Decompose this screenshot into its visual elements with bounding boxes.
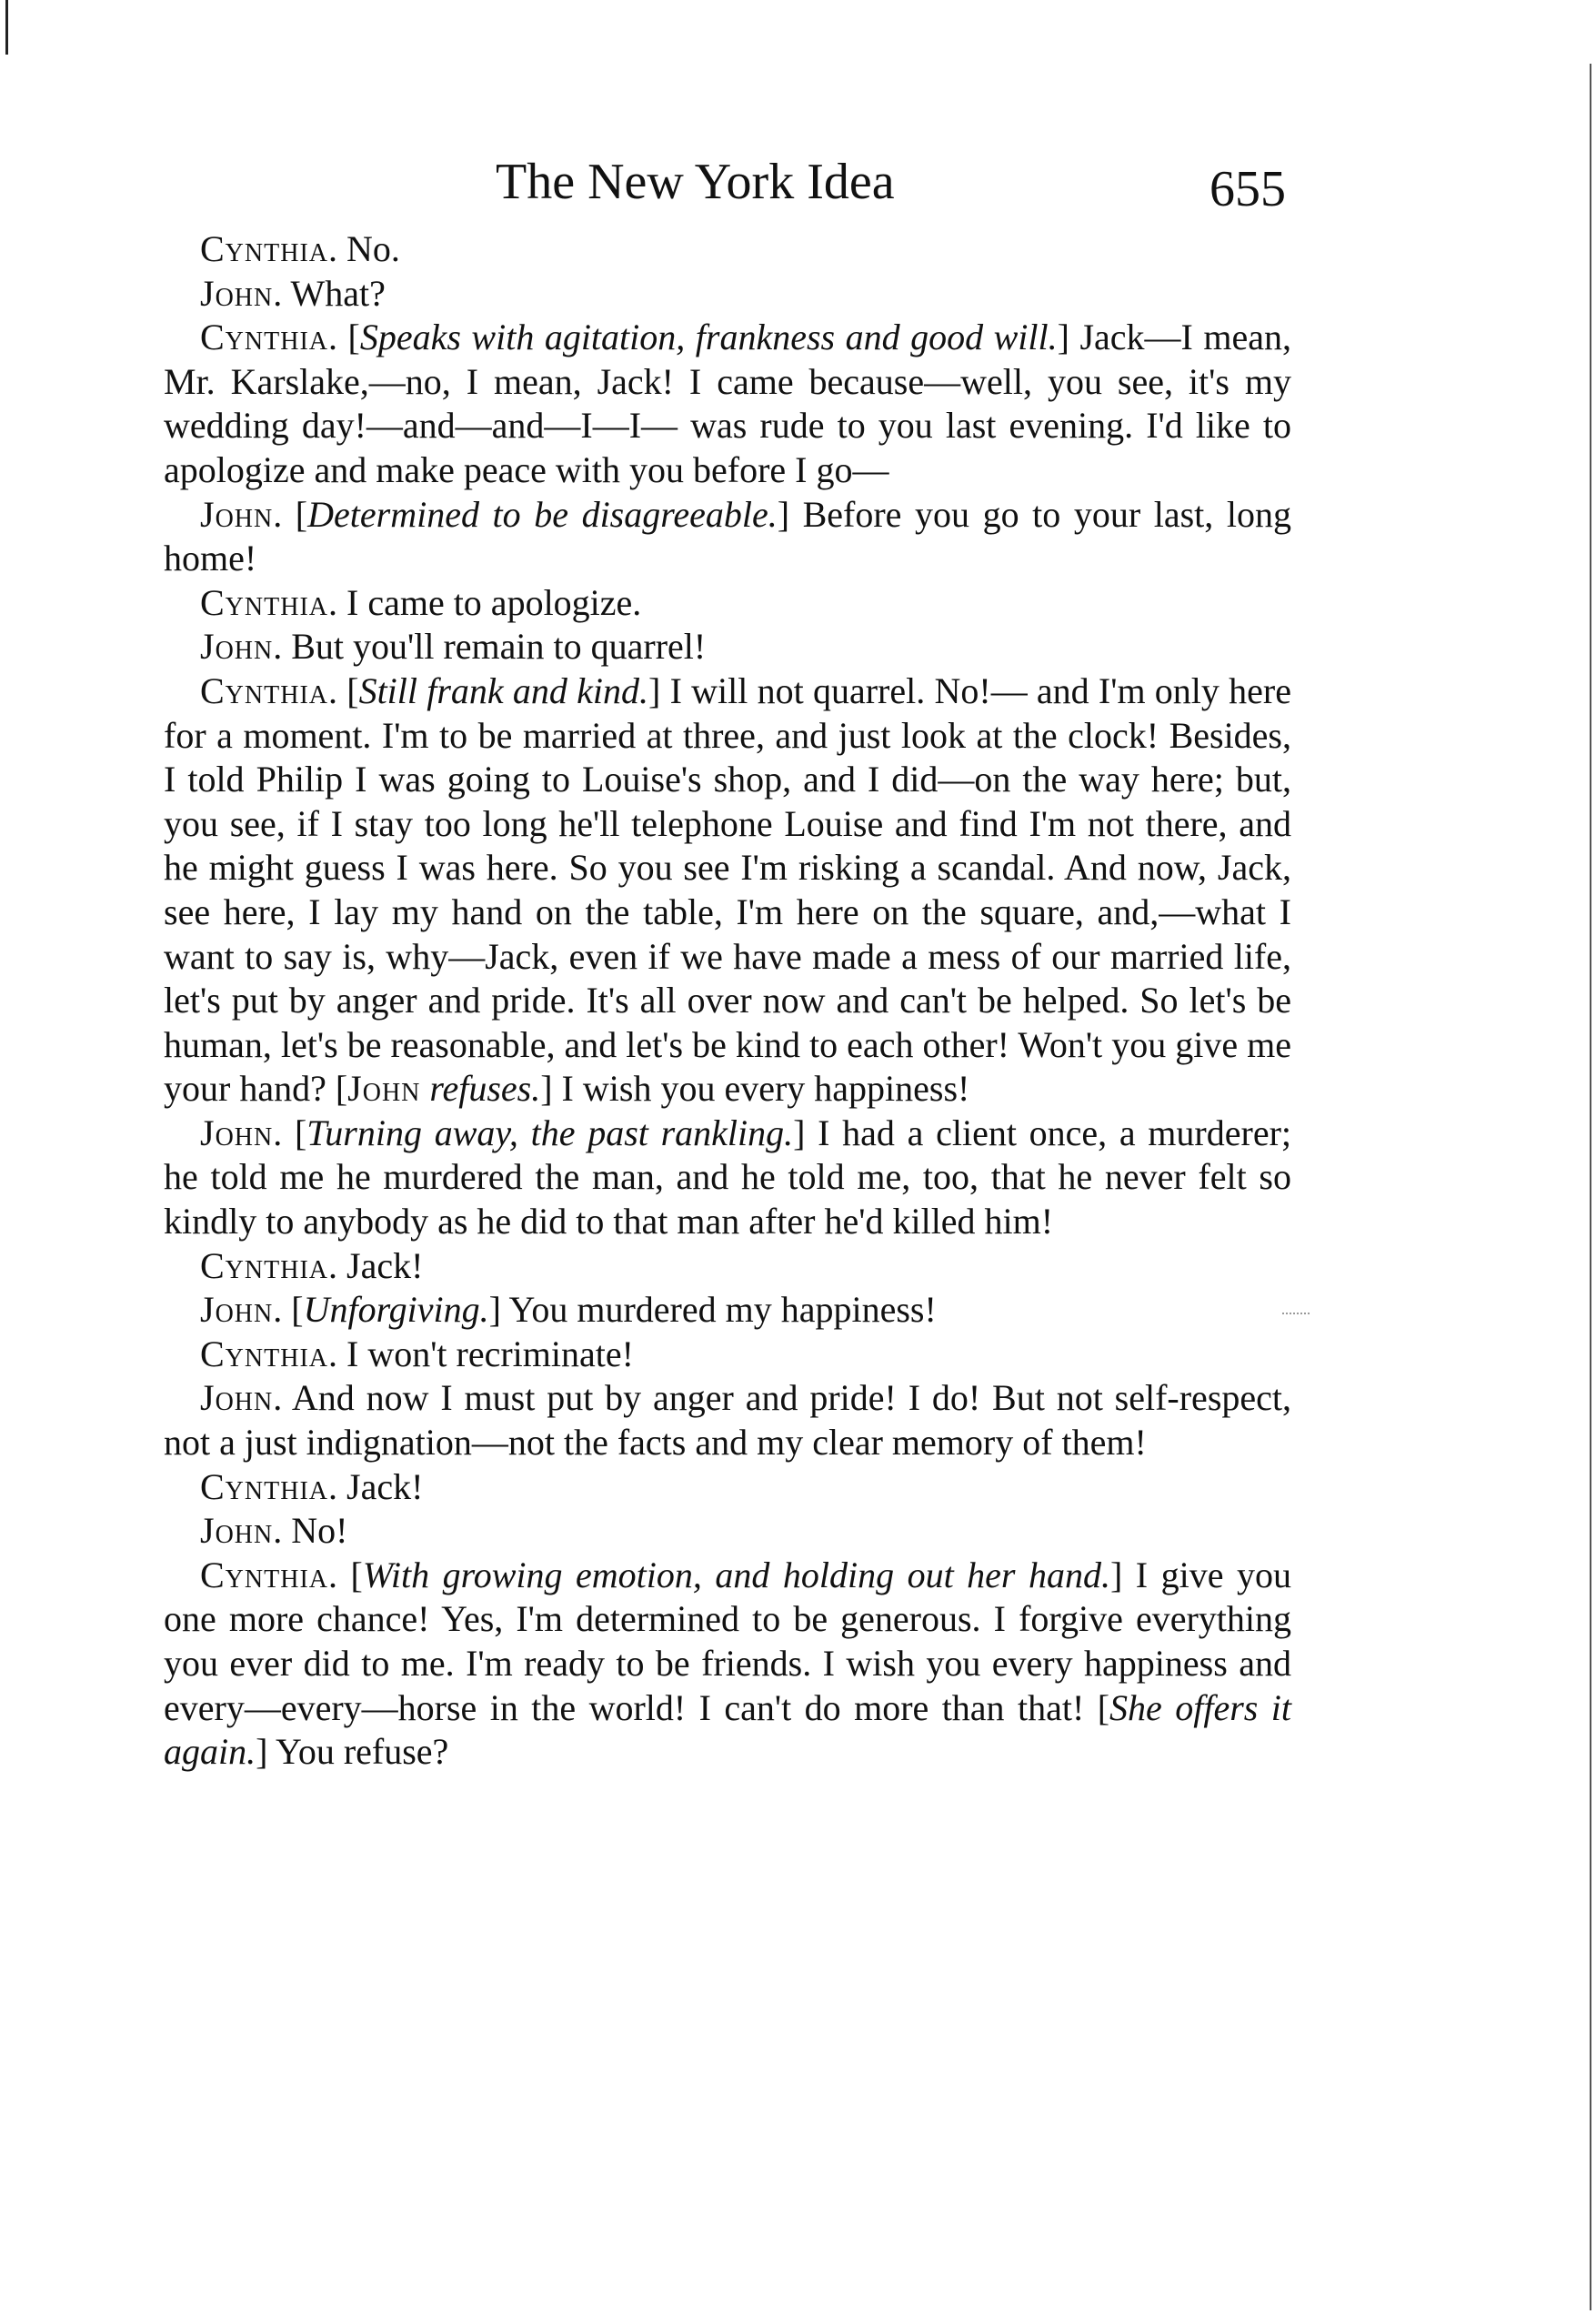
speaker-name: John <box>347 1068 421 1110</box>
running-title: The New York Idea <box>496 154 895 210</box>
dialogue-text: . [ <box>273 1289 304 1331</box>
dialogue-text: . No! <box>273 1510 348 1552</box>
dialogue-text: . Jack! <box>328 1244 424 1286</box>
speaker-name: John <box>200 1510 274 1552</box>
speaker-name: Cynthia <box>200 1333 328 1374</box>
dialogue-text: ] Jack—I mean, Mr. Karslake,—no, I mean, Jack! I came because—well, you see, it's my wedding day!—and—and—I—I— was rude to you last evening. I'd like to apologize and make peace with you before I go— <box>164 317 1291 490</box>
dialogue-text: . What? <box>273 272 386 314</box>
speaker-name: Cynthia <box>200 669 328 711</box>
dialogue-line <box>164 1112 1291 1244</box>
stage-direction: With growing emotion, and holding out her hand. <box>362 1554 1110 1595</box>
dialogue-text: . [ <box>328 1554 363 1595</box>
stage-direction: refuses. <box>420 1068 541 1110</box>
dialogue-text: . And now I must put by anger and pride! I do! But not self-respect, not a just indignation—not the facts and my clear memory of them! <box>164 1377 1291 1464</box>
stage-direction: Unforgiving. <box>303 1289 489 1331</box>
dialogue-text: . No. <box>328 228 400 269</box>
speaker-name: John <box>200 1289 274 1331</box>
speaker-name: John <box>200 1112 274 1153</box>
dialogue-line <box>164 227 1291 272</box>
dialogue-line <box>164 316 1291 492</box>
dialogue-line <box>164 493 1291 581</box>
dialogue-line <box>164 1244 1291 1289</box>
dialogue-text: ] Before you go to your last, long home! <box>164 493 1291 579</box>
dialogue-text: . I won't recriminate! <box>328 1333 634 1374</box>
speaker-name: Cynthia <box>200 1465 328 1507</box>
dialogue-text: ] I give you one more chance! Yes, I'm determined to be generous. I forgive everything you ever did to me. I'm ready to be friends. I wish you every happiness and every—every—horse in the world! I can't do more than that! [ <box>164 1554 1291 1728</box>
speaker-name: John <box>200 272 274 314</box>
stage-direction: Turning away, the past rankling. <box>306 1112 794 1153</box>
stage-direction: Determined to be disagreeable. <box>307 493 778 535</box>
dialogue-line <box>164 581 1291 626</box>
play-text <box>164 227 1291 1775</box>
speaker-name: Cynthia <box>200 317 328 358</box>
margin-mark <box>1282 1313 1310 1314</box>
dialogue-text: ] I had a client once, a murderer; he told me he murdered the man, and he told me, too, that he never felt so kindly to anybody as he did to that man after he'd killed him! <box>164 1112 1291 1243</box>
speaker-name: John <box>200 626 274 668</box>
dialogue-line <box>164 1333 1291 1377</box>
dialogue-text: ] You murdered my happiness! <box>488 1289 937 1331</box>
dialogue-text: . [ <box>328 317 360 358</box>
speaker-name: Cynthia <box>200 1554 328 1595</box>
page-header <box>0 146 1596 218</box>
right-margin-rule <box>1590 64 1591 2310</box>
dialogue-line <box>164 1509 1291 1554</box>
dialogue-text: . Jack! <box>328 1465 424 1507</box>
speaker-name: Cynthia <box>200 228 328 269</box>
dialogue-line <box>164 669 1291 1112</box>
dialogue-text: ] You refuse? <box>256 1731 449 1773</box>
dialogue-line <box>164 1376 1291 1464</box>
left-margin-rule <box>5 0 8 55</box>
page-number: 655 <box>1210 161 1286 217</box>
dialogue-text: ] I will not quarrel. No!— and I'm only here for a moment. I'm to be married at three, and just look at the clock! Besides, I told Philip I was going to Louise's shop, and I did—on the way here; but, you see, if I stay too long he'll telephone Louise and find I'm not there, and he might guess I was here. So you see I'm risking a scandal. And now, Jack, see here, I lay my hand on the table, I'm here on the square, and,—what I want to say is, why—Jack, even if we have made a mess of our married life, let's put by anger and pride. It's all over now and can't be helped. So let's be human, let's be reasonable, and let's be kind to each other! Won't you give me your hand? [ <box>164 669 1291 1110</box>
dialogue-text: . [ <box>273 493 308 535</box>
dialogue-line <box>164 272 1291 317</box>
stage-direction: She offers it again. <box>164 1686 1291 1773</box>
dialogue-line <box>164 1288 1291 1333</box>
speaker-name: John <box>200 493 274 535</box>
stage-direction: Still frank and kind. <box>358 669 649 711</box>
stage-direction: Speaks with agitation, frankness and good will. <box>359 317 1058 358</box>
dialogue-line <box>164 1465 1291 1510</box>
dialogue-line <box>164 1554 1291 1775</box>
dialogue-text: ] I wish you every happiness! <box>540 1068 970 1110</box>
speaker-name: John <box>200 1377 274 1419</box>
dialogue-text: . [ <box>328 669 359 711</box>
dialogue-text: . [ <box>273 1112 307 1153</box>
speaker-name: Cynthia <box>200 581 328 623</box>
dialogue-text: . But you'll remain to quarrel! <box>273 626 707 668</box>
speaker-name: Cynthia <box>200 1244 328 1286</box>
dialogue-text: . I came to apologize. <box>328 581 642 623</box>
dialogue-line <box>164 625 1291 669</box>
